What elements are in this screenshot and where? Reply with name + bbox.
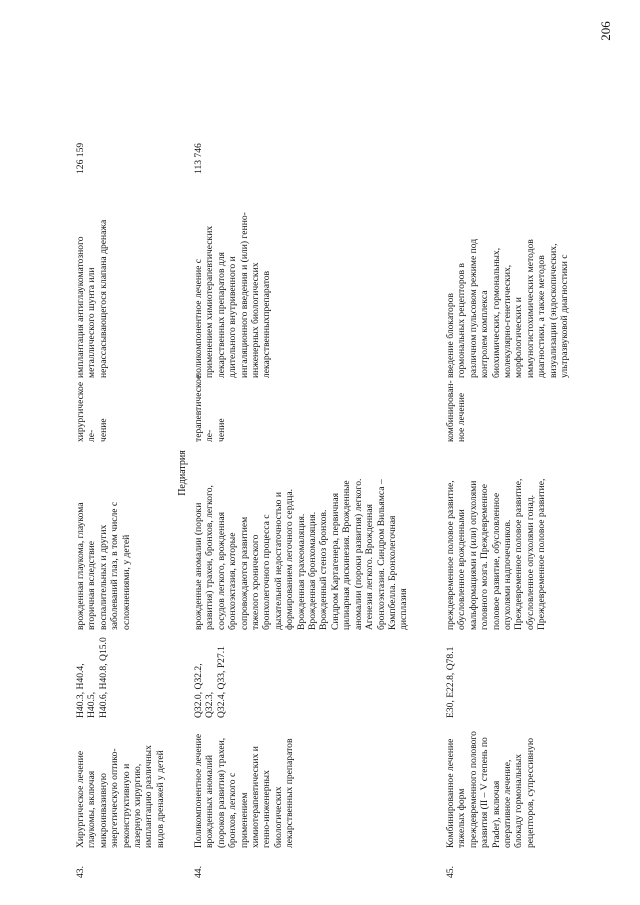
icd-codes: H40.3, H40.4, H40.5, H40.6, H40.8, Q15.0 xyxy=(75,637,109,718)
diagnosis: врожденные аномалии (пороки развития) трахеи, бронхов, легкого, сосудов легкого, врожденная бронхоэктазия, которые сопровождаются развитием тяжелого хронического бронхолегочного процесса с дыхательной недостаточностью и формированием легочного сердца. Врожденная трахеомаляция. Врожденная бронхомаляция. Врожденный стеноз бронхов. Синдром Картагенера, первичная цилиарная дискинезия. Врожденные аномалии (пороки развития) легкого. Агенезия легкого. Врожденная бронхоэктазия. Синдром Вильямса – Кэмпбелла. Бронхолегочная дисплазия xyxy=(193,478,410,630)
section-heading: Педиатрия xyxy=(177,450,188,496)
icd-codes: E30, E22.8, Q78.1 xyxy=(445,646,456,718)
row-number: 44. xyxy=(193,866,204,878)
rotated-table xyxy=(75,68,595,878)
treatment-method: введение блокаторов гормональных рецепторов в различном пульсовом режиме под контролем комплекса биохимических, гормональных, молекулярно-генетических, морфологических и иммуногистохимических методов диагностики, а также методов визуализации (эндоскопических, ультразвуковой диагностики с xyxy=(445,238,571,378)
icd-codes: Q32.0, Q32.2, Q32.3, Q32.4, Q33, P27.1 xyxy=(193,646,227,718)
treatment-method: поликомпонентное лечение с применением химиотерапевтических лекарственных препаратов для длительного внутривенного и ингаляционного введения и (или) генно- инженерных биологических лекарственныхпрепаратов xyxy=(193,212,273,378)
treatment-name: Хирургическое лечение глаукомы, включая микроинвазивную энергетическую оптико- реконструктивную и лазерную хирургию, имплантацию различных видов дренажей у детей xyxy=(75,745,166,848)
treatment-kind: терапевтическое ле- чение xyxy=(193,374,227,442)
diagnosis: врожденная глаукома, глаукома вторичная вследствие воспалительных и других заболеваний глаз, в том числе с осложнениями, у детей xyxy=(75,501,132,630)
treatment-method: имплантация антиглаукоматозного металлического шунта или нерассасывающегося клапана дренажа xyxy=(75,219,109,378)
diagnosis: преждевременное половое развитие, обусловленное врожденными мальформациями и (или) опухолями головного мозга. Преждевременное половое развитие, обусловленное опухолями надпочечников. Преждевременное половое развитие, обусловленное опухолями гонад. Преждевременное половое развитие, xyxy=(445,478,548,630)
row-number: 43. xyxy=(75,866,86,878)
cost: 113 746 xyxy=(193,143,204,174)
treatment-kind: комбинирован- ное лечение xyxy=(445,380,468,442)
row-number: 45. xyxy=(445,866,456,878)
cost: 126 159 xyxy=(75,142,86,174)
treatment-name: Поликомпонентное лечение врожденных аномалий (пороков развития) трахеи, бронхов, легкого с применением химиотерапевтических и генно-инженерных биологических лекарственных препаратов xyxy=(193,733,296,848)
treatment-name: Комбинированное лечение тяжелых форм преждевременного полового развития (II – V степень по Prader), включая оперативное лечение, блокаду гормональных рецепторов, супрессивную xyxy=(445,731,536,848)
treatment-kind: хирургическое ле- чение xyxy=(75,381,109,442)
page-number: 206 xyxy=(598,21,613,41)
